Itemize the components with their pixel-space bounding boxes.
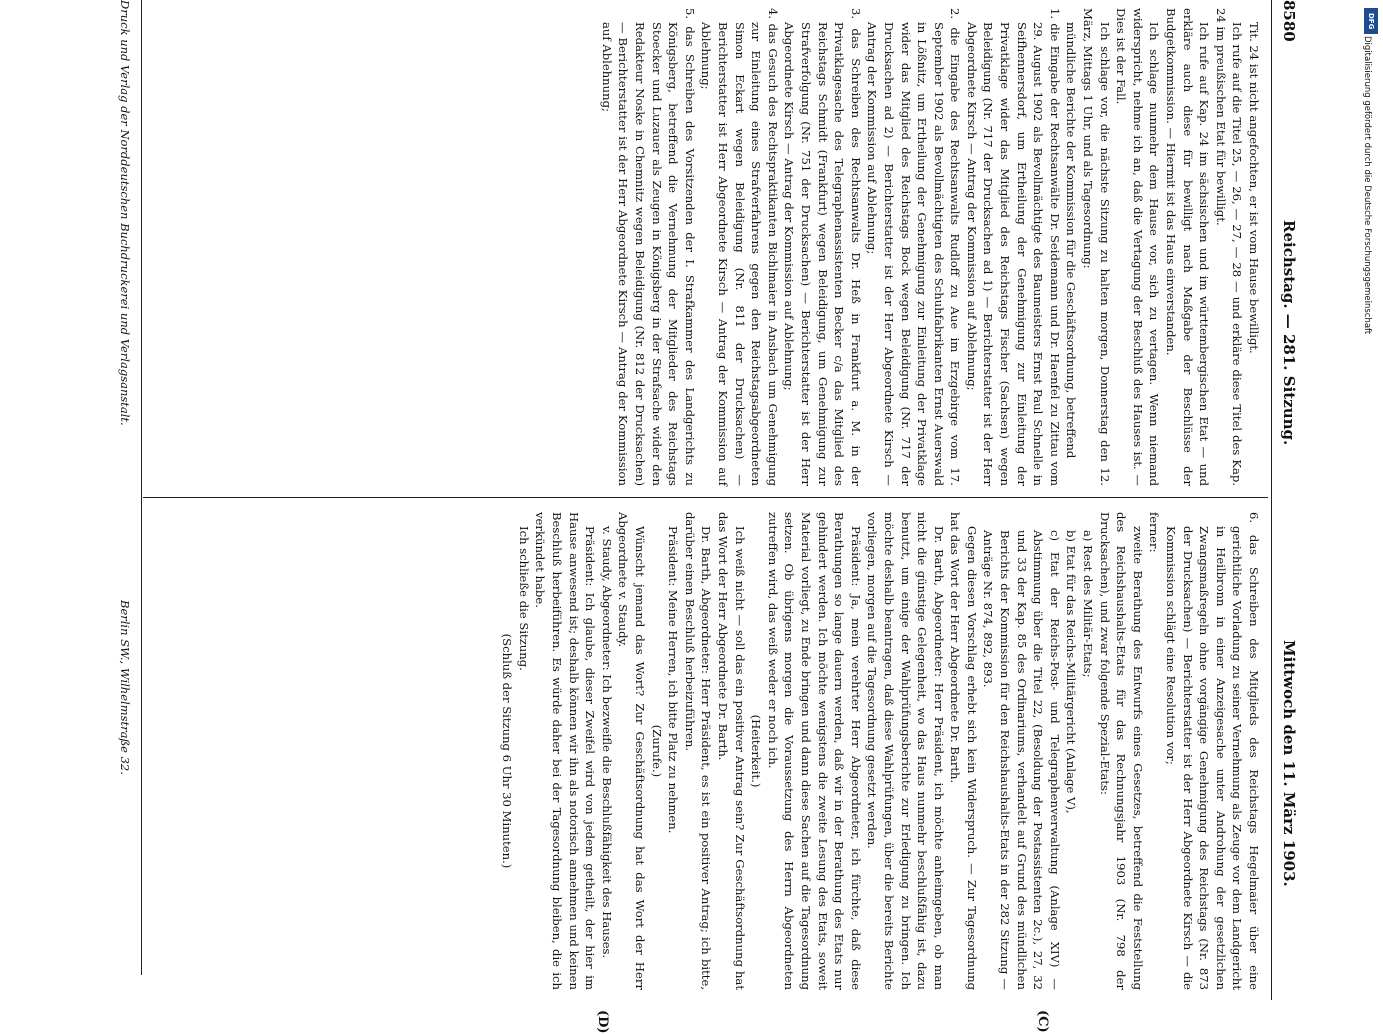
paragraph: Ich weiß nicht — soll das ein positiver Antrag sein? Zur Geschäftsordnung hat das Wort der Herr Abgeordnete Dr. Barth. xyxy=(716,512,747,990)
list-item: 5. das Schreiben des Vorsitzenden der I. Strafkammer des Landgerichts zu Königsberg, betreffend die Vernehmung der Mitglieder des Reichstags Stoecker und Luzauer als Zeugen in Königsberg in der Strafsache wider den Redakteur Noske in Chemnitz wegen Beleidigung (Nr. 812 der Drucksachen) — Berichterstatter ist der Herr Abgeordnete Kirsch — Antrag der Kommission auf Ablehnung; xyxy=(599,8,697,486)
column-divider xyxy=(143,497,1268,498)
paragraph: mündliche Berichte der Kommission für die Geschäftsordnung, betreffend xyxy=(1064,22,1079,459)
paragraph: Gegen diesen Vorschlag erhebt sich kein Widerspruch. — Zur Tagesordnung hat das Wort der Herr Abgeordnete Dr. Barth. xyxy=(948,512,979,990)
paragraph: Ich schlage nunmehr dem Hause vor, sich zu vertagen. Wenn niemand widerspricht, nehme ich an, daß die Vertagung der Beschluß des Hauses ist. — Dies ist der Fall. xyxy=(1114,8,1162,486)
margin-mark-c: (C) xyxy=(1035,1010,1050,1033)
margin-mark-d: (D) xyxy=(595,1010,610,1034)
paragraph: Dr. Barth, Abgeordneter: Herr Präsident, ich möchte anheimgeben, ob man nicht die günstige Gelegenheit, wo das Haus nunmehr beschlußfähig ist, dazu benutzt, um einige der Wahlprüfungsberichte zur Erledigung zu bringen. Ich möchte deshalb beantragen, daß diese Wahlprüfungen, über die bereits Berichte vorliegen, morgen auf die Tagesordnung gesetzt werden. xyxy=(865,512,946,990)
left-column xyxy=(598,8,1262,486)
list-item: 1. die Eingabe der Rechtsanwälte Dr. Seidemann und Dr. Haenfel zu Zittau vom 29. August 1902 als Bevollmächtigte des Baumeisters Ernst Paul Schnelle in Seifhennersdorf, um Ertheilung der Genehmigung zur Einleitung der Privatklage wider das Mitglied des Reichstags Fischer (Sachsen) wegen Beleidigung (Nr. 717 der Drucksachen ad 1) — Berichterstatter ist der Herr Abgeordnete Kirsch — Antrag der Kommission auf Ablehnung; xyxy=(964,8,1062,486)
ferner-label: ferner: xyxy=(1147,512,1162,553)
paragraph: Tit. 24 ist nicht angefochten, er ist vom Hause bewilligt. xyxy=(1247,22,1261,354)
right-column xyxy=(499,512,1262,990)
footer-rule xyxy=(141,0,142,975)
paragraph: Präsident: Ja, mein verehrter Herr Abgeordneter, ich fürchte, daß diese Berathungen so lange dauern werden, daß wir in der Berathung des Etats nur gehindert werden. Ich möchte wenigstens die zweite Lesung des Etats, soweit Material vorliegt, zu Ende bringen und dann diese Sachen auf die Tagesordnung setzen. Ob übrigens morgen die Voraussetzung des Herrn Abgeordneten zutreffen wird, das weiß weder er noch ich. xyxy=(765,512,863,990)
list-item: 6. das Schreiben des Mitglieds des Reichstags Hegelmaier über eine gerichtliche Vorladung zu seiner Vernehmung als Zeuge vor dem Landgericht in Heilbronn in einer Anzeigesache unter Androhung der gesetzlichen Zwangsmaßregeln ohne vorgängige Genehmigung des Reichstags (Nr. 873 der Drucksachen) — Berichterstatter ist der Herr Abgeordnete Kirsch — die Kommission schlägt eine Resolution vor; xyxy=(1164,512,1261,990)
list-item: c) Etat der Reichs-Post- und Telegraphenverwaltung (Anlage XIV) — Abstimmung über die Titel 22, (Besoldung der Postassistenten 2c.), 27, 32 und 33 der Kap. 85 des Ordinariums, verhandelt auf Grund des mündlichen Berichts der Kommission für den Reichshaushalts-Etats in der 282 Sitzung — Anträge Nr. 874, 892, 893. xyxy=(981,530,1062,990)
dfg-logo-icon: DFG xyxy=(1364,8,1378,34)
header-rule xyxy=(1271,0,1272,1000)
stage-direction: (Heiterkeit.) xyxy=(749,714,764,788)
paragraph: Ich schließe die Sitzung. xyxy=(516,526,531,671)
printer-imprint: Druck und Verlag der Norddeutschen Buchdruckerei und Verlagsanstalt. xyxy=(118,0,132,426)
paragraph: Wünscht jemand das Wort? Zur Geschäftsordnung hat das Wort der Herr Abgeordnete v. Staudy. xyxy=(616,512,648,990)
header-right-title: Mittwoch den 11. März 1903. xyxy=(1280,640,1298,887)
paragraph: Präsident: Meine Herren, ich bitte Platz zu nehmen. xyxy=(666,526,681,834)
digitization-note: Digitalisierung gefördert durch die Deutsche Forschungsgemeinschaft xyxy=(1362,36,1372,335)
printer-address: Berlin SW., Wilhelmstraße 32. xyxy=(118,600,132,775)
list-item: 2. die Eingabe des Rechtsanwalts Rudloff zu Aue im Erzgebirge vom 17. September 1902 als Bevollmächtigten des Schuhfabrikanten Ernst Auerswald in Lößnitz, um Ertheilung der Genehmigung zur Einleitung der Privatklage wider das Mitglied des Reichstags Bock wegen Beleidigung (Nr. 717 der Drucksachen ad 2) — Berichterstatter ist der Herr Abgeordnete Kirsch — Antrag der Kommission auf Ablehnung; xyxy=(865,8,963,486)
running-header xyxy=(1270,0,1310,1000)
stage-direction: (Zurufe.) xyxy=(649,724,664,778)
paragraph: Ich rufe auf die Titel 25, — 26, — 27, — 28 — und erkläre diese Titel des Kap. 24 im preußischen Etat für bewilligt. xyxy=(1213,8,1245,486)
list-item: 3. das Schreiben des Rechtsanwalts Dr. Heß in Frankfurt a. M. in der Privatklagesache des Telegraphenassistenten Becker c/a das Mitglied des Reichstags Schmidt (Frankfurt) wegen Beleidigung, um Genehmigung zur Strafverfolgung (Nr. 751 der Drucksachen) — Berichterstatter ist der Herr Abgeordnete Kirsch — Antrag der Kommission auf Ablehnung; xyxy=(782,8,863,486)
page-number: 8580 xyxy=(1280,0,1298,42)
list-item: 4. das Gesuch des Rechtspraktikanten Bichlmaier in Ansbach um Genehmigung zur Einleitung eines Strafverfahrens gegen den Reichstagsabgeordneten Simon Eckart wegen Beleidigung (Nr. 811 der Drucksachen) — Berichterstatter ist Herr Abgeordnete Kirsch — Antrag der Kommission auf Ablehnung; xyxy=(699,8,780,486)
paragraph: zweite Berathung des Entwurfs eines Gesetzes, betreffend die Feststellung des Reichshaushalts-Etats für das Rechnungsjahr 1903 (Nr. 798 der Drucksachen), und zwar folgende Spezial-Etats: xyxy=(1097,512,1145,990)
paragraph: Ich rufe auf Kap. 24 im sächsischen und im württembergischen Etat — und erkläre auch diese für bewilligt nach Maßgabe der Beschlüsse der Budgetkommission. — Hiermit ist das Haus einverstanden. xyxy=(1164,8,1212,486)
paragraph: Präsident: Ich glaube, dieser Zweifel wird von jedem getheilt, der hier im Hause anwesend ist; deshalb können wir ihn als notorisch annehmen und keinen Beschluß herbeiführen. Es würde daher bei der Tagesordnung bleiben, die ich verkündet habe. xyxy=(533,512,598,990)
rotated-page-content xyxy=(70,0,1310,1034)
paragraph: Ich schlage vor, die nächste Sitzung zu halten morgen, Donnerstag den 12. März, Mittags 1 Uhr, und als Tagesordnung: xyxy=(1081,8,1112,486)
session-end-note: (Schluß der Sitzung 6 Uhr 30 Minuten.) xyxy=(500,633,515,869)
paragraph: Dr. Barth, Abgeordneter: Herr Präsident, es ist ein positiver Antrag; ich bitte, darüber einen Beschluß herbeizuführen. xyxy=(682,512,714,990)
list-item: a) Rest des Militär-Etats; xyxy=(1081,530,1096,678)
list-item: b) Etat für das Reichs-Militärgericht (Anlage V), xyxy=(1064,530,1079,814)
paragraph: v. Staudy, Abgeordneter: Ich bezweifle die Beschlußfähigkeit des Hauses. xyxy=(599,526,614,959)
header-left-title: Reichstag. — 281. Sitzung. xyxy=(1280,220,1298,446)
